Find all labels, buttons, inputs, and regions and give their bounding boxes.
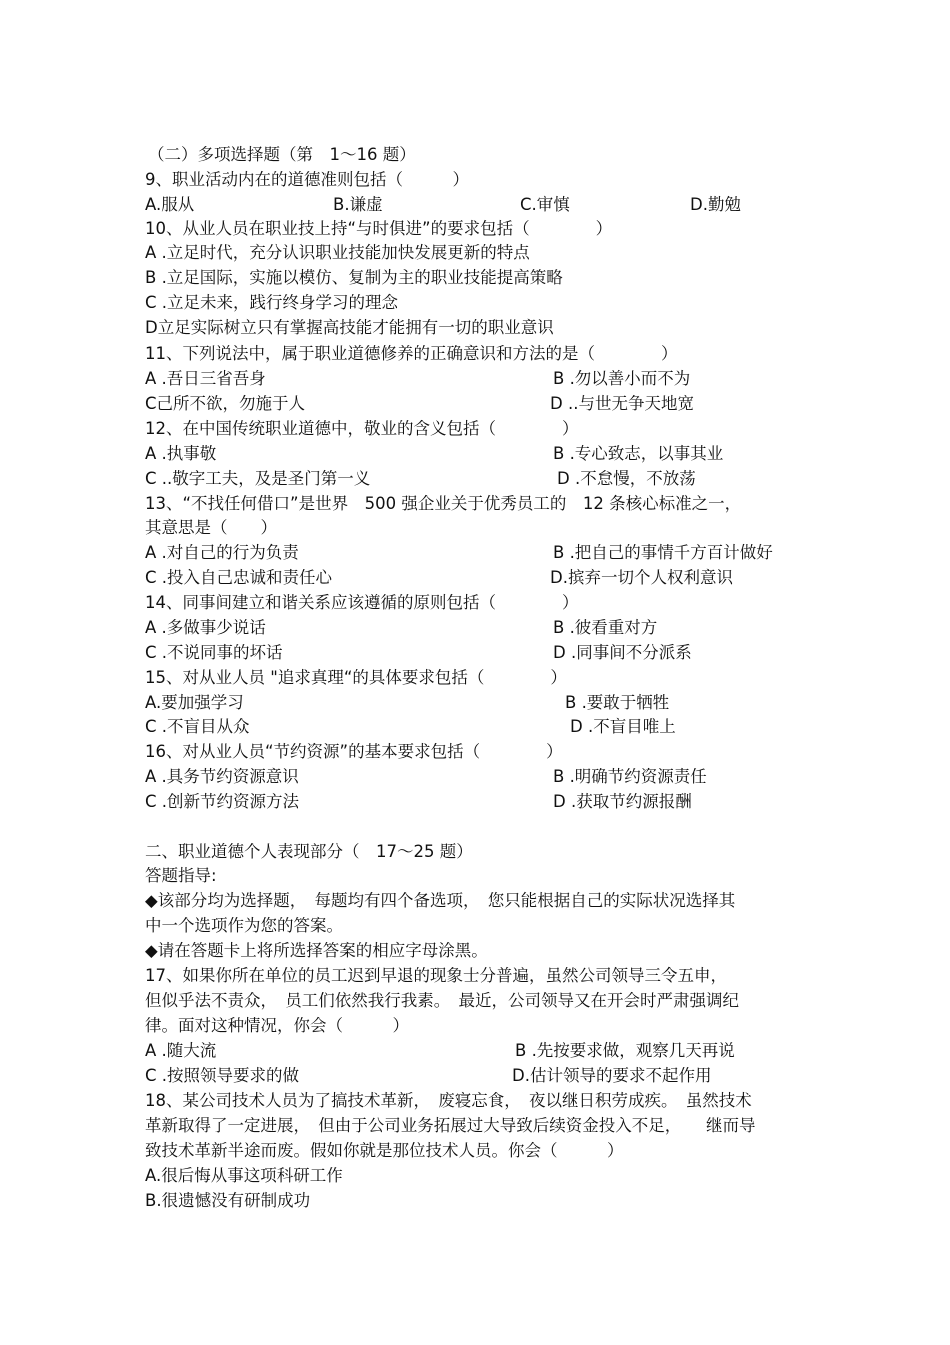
question-9-stem: 9、职业活动内在的道德准则包括（ ）	[145, 170, 469, 189]
question-17-stem-line-1: 17、如果你所在单位的员工迟到早退的现象士分普遍，虽然公司领导三令五申，	[145, 966, 727, 985]
question-13-option-d: D.摈弃一切个人权利意识	[550, 568, 733, 587]
question-13-option-a: A .对自己的行为负责	[145, 543, 299, 562]
question-12-option-d: D .不怠慢，不放荡	[557, 469, 696, 488]
question-12-option-b: B .专心致志，以事其业	[553, 444, 724, 463]
question-10-stem: 10、从业人员在职业技上持“与时俱进”的要求包括（ ）	[145, 219, 613, 238]
question-17-stem-line-3: 律。面对这种情况，你会（ ）	[145, 1016, 409, 1035]
section-heading-personal-performance: 二、职业道德个人表现部分（ 17～25 题）	[145, 842, 473, 861]
question-18-option-a: A.很后悔从事这项科研工作	[145, 1166, 343, 1185]
question-16-option-d: D .获取节约源报酬	[553, 792, 692, 811]
question-15-option-c: C .不盲目从众	[145, 717, 250, 736]
answer-guide-line-1: ◆该部分均为选择题， 每题均有四个备选项， 您只能根据自己的实际状况选择其	[145, 891, 736, 910]
question-11-option-c: C己所不欲，勿施于人	[145, 394, 306, 413]
question-14-stem: 14、同事间建立和谐关系应该遵循的原则包括（ ）	[145, 593, 579, 612]
question-12-option-c: C ..敬字工夫，及是圣门第一义	[145, 469, 371, 488]
question-15-option-d: D .不盲目唯上	[570, 717, 676, 736]
question-11-option-d: D ..与世无争天地宽	[550, 394, 694, 413]
question-15-option-b: B .要敢于牺牲	[565, 693, 670, 712]
question-13-option-c: C .投入自己忠诚和责任心	[145, 568, 333, 587]
question-15-stem: 15、对从业人员 "追求真理“的具体要求包括（ ）	[145, 668, 567, 687]
question-16-option-c: C .创新节约资源方法	[145, 792, 300, 811]
question-14-option-b: B .彼看重对方	[553, 618, 658, 637]
question-10-option-b: B .立足国际，实施以模仿、复制为主的职业技能提高策略	[145, 268, 563, 287]
question-13-stem: 13、“不找任何借口”是世界 500 强企业关于优秀员工的 12 条核心标准之一，	[145, 494, 742, 513]
question-12-option-a: A .执事敬	[145, 444, 217, 463]
question-17-option-b: B .先按要求做，观察几天再说	[515, 1041, 735, 1060]
question-9-option-c: C.审慎	[520, 195, 570, 214]
question-17-stem-line-2: 但似乎法不责众， 员工们依然我行我素。 最近，公司领导又在开会时严肃强调纪	[145, 991, 739, 1010]
question-10-option-a: A .立足时代，充分认识职业技能加快发展更新的特点	[145, 243, 530, 262]
question-13-stem-continued: 其意思是（ ）	[145, 518, 277, 537]
answer-guide-line-2: 中一个选项作为您的答案。	[145, 916, 343, 935]
question-11-option-b: B .勿以善小而不为	[553, 369, 691, 388]
section-heading-multiple-choice: （二）多项选择题（第 1～16 题）	[148, 145, 416, 164]
question-17-option-a: A .随大流	[145, 1041, 217, 1060]
question-11-option-a: A .吾日三省吾身	[145, 369, 266, 388]
question-17-option-c: C .按照领导要求的做	[145, 1066, 300, 1085]
question-9-option-a: A.服从	[145, 195, 195, 214]
question-18-stem-line-3: 致技术革新半途而废。假如你就是那位技术人员。你会（ ）	[145, 1141, 624, 1160]
question-10-option-c: C .立足未来，践行终身学习的理念	[145, 293, 399, 312]
question-14-option-a: A .多做事少说话	[145, 618, 266, 637]
question-14-option-d: D .同事间不分派系	[553, 643, 692, 662]
question-12-stem: 12、在中国传统职业道德中，敬业的含义包括（ ）	[145, 419, 579, 438]
question-10-option-d: D立足实际树立只有掌握高技能才能拥有一切的职业意识	[145, 318, 554, 337]
question-18-stem-line-2: 革新取得了一定进展， 但由于公司业务拓展过大导致后续资金投入不足， 继而导	[145, 1116, 756, 1135]
question-15-option-a: A.要加强学习	[145, 693, 244, 712]
question-16-option-a: A .具务节约资源意识	[145, 767, 299, 786]
question-9-option-d: D.勤勉	[690, 195, 741, 214]
answer-guide-line-3: ◆请在答题卡上将所选择答案的相应字母涂黑。	[145, 941, 488, 960]
question-11-stem: 11、下列说法中，属于职业道德修养的正确意识和方法的是（ ）	[145, 344, 678, 363]
question-13-option-b: B .把自己的事情千方百计做好	[553, 543, 773, 562]
question-17-option-d: D.估计领导的要求不起作用	[512, 1066, 712, 1085]
question-18-option-b: B.很遗憾没有研制成功	[145, 1191, 311, 1210]
question-16-stem: 16、对从业人员“节约资源”的基本要求包括（ ）	[145, 742, 563, 761]
question-16-option-b: B .明确节约资源责任	[553, 767, 707, 786]
question-18-stem-line-1: 18、某公司技术人员为了搞技术革新， 废寝忘食， 夜以继日积劳成疾。 虽然技术	[145, 1091, 752, 1110]
question-14-option-c: C .不说同事的坏话	[145, 643, 283, 662]
question-9-option-b: B.谦虚	[333, 195, 383, 214]
answer-guide-title: 答题指导:	[145, 866, 217, 885]
